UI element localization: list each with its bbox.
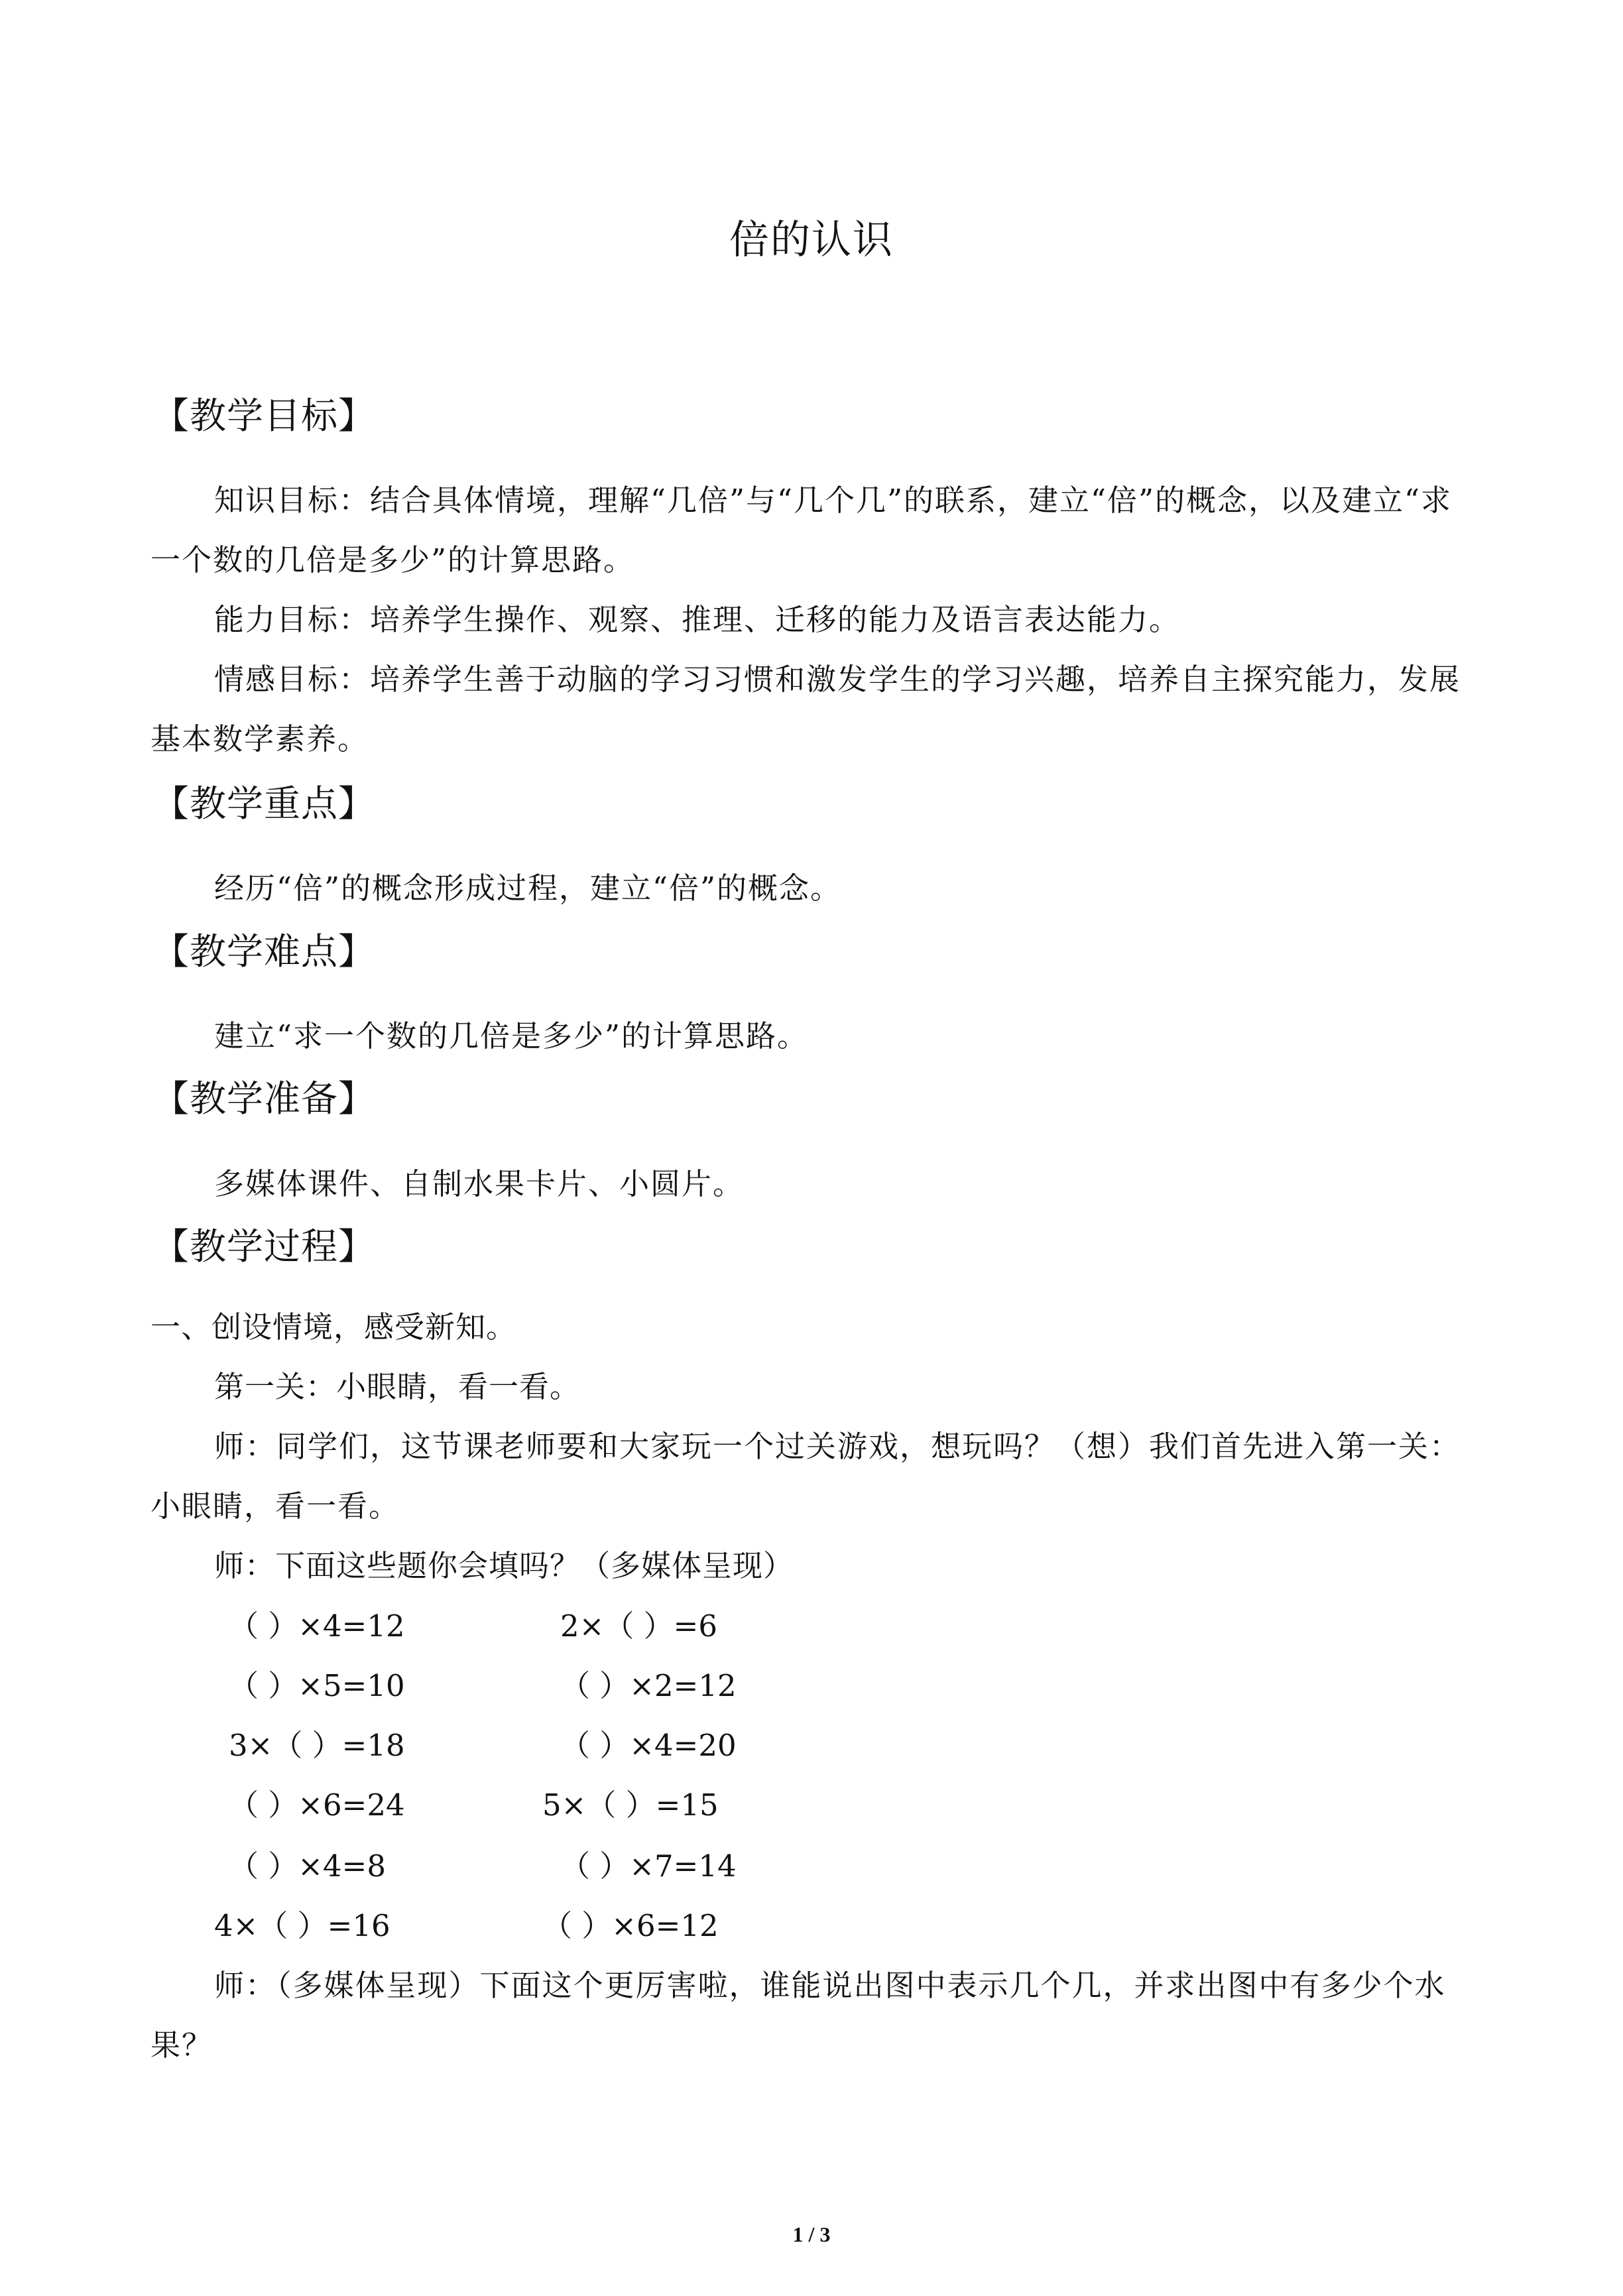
process-step-1: 一、创设情境，感受新知。 <box>150 1309 517 1345</box>
section-heading-difficulties: 【教学难点】 <box>152 930 376 973</box>
emotion-goal: 情感目标：培养学生善于动脑的学习习惯和激发学生的学习兴趣，培养自主探究能力，发展基本数学素养。 <box>150 662 1461 756</box>
equation-2-left: （ ）×5=10 <box>229 1668 405 1703</box>
equation-1-right: 2×（ ）=6 <box>560 1608 717 1644</box>
section-heading-key-points: 【教学重点】 <box>152 782 376 825</box>
equation-6-left: 4×（ ）=16 <box>214 1908 391 1943</box>
equation-1-left: （ ）×4=12 <box>229 1608 405 1644</box>
key-points-text: 经历“倍”的概念形成过程，建立“倍”的概念。 <box>214 871 842 906</box>
equation-3-right: （ ）×4=20 <box>560 1728 737 1763</box>
equation-6-right: （ ）×6=12 <box>542 1908 719 1943</box>
teacher-line-1: 师：同学们，这节课老师要和大家玩一个过关游戏，想玩吗？（想）我们首先进入第一关：小眼睛，看一看。 <box>150 1429 1461 1524</box>
equation-5-right: （ ）×7=14 <box>560 1848 737 1884</box>
equation-2-right: （ ）×2=12 <box>560 1668 737 1703</box>
equation-5-left: （ ）×4=8 <box>229 1848 386 1884</box>
page-number: 1 / 3 <box>792 2222 831 2246</box>
ability-goal: 能力目标：培养学生操作、观察、推理、迁移的能力及语言表达能力。 <box>214 602 1181 637</box>
section-heading-preparation: 【教学准备】 <box>152 1077 376 1120</box>
section-heading-process: 【教学过程】 <box>152 1225 376 1268</box>
teacher-line-3: 师：（多媒体呈现）下面这个更厉害啦，谁能说出图中表示几个几，并求出图中有多少个水果？ <box>150 1968 1446 2063</box>
difficulties-text: 建立“求一个数的几倍是多少”的计算思路。 <box>214 1018 809 1054</box>
preparation-text: 多媒体课件、自制水果卡片、小圆片。 <box>214 1166 745 1201</box>
teacher-line-2: 师：下面这些题你会填吗？（多媒体呈现） <box>214 1548 794 1583</box>
level-1-title: 第一关：小眼睛，看一看。 <box>214 1369 581 1404</box>
page-title: 倍的认识 <box>729 217 894 263</box>
knowledge-goal: 知识目标：结合具体情境，理解“几倍”与“几个几”的联系，建立“倍”的概念，以及建立“求一个数的几倍是多少”的计算思路。 <box>150 483 1453 577</box>
equation-4-right: 5×（ ）=15 <box>542 1787 719 1823</box>
equation-4-left: （ ）×6=24 <box>229 1787 405 1823</box>
section-heading-goals: 【教学目标】 <box>152 394 376 437</box>
equation-3-left: 3×（ ）=18 <box>229 1728 405 1763</box>
